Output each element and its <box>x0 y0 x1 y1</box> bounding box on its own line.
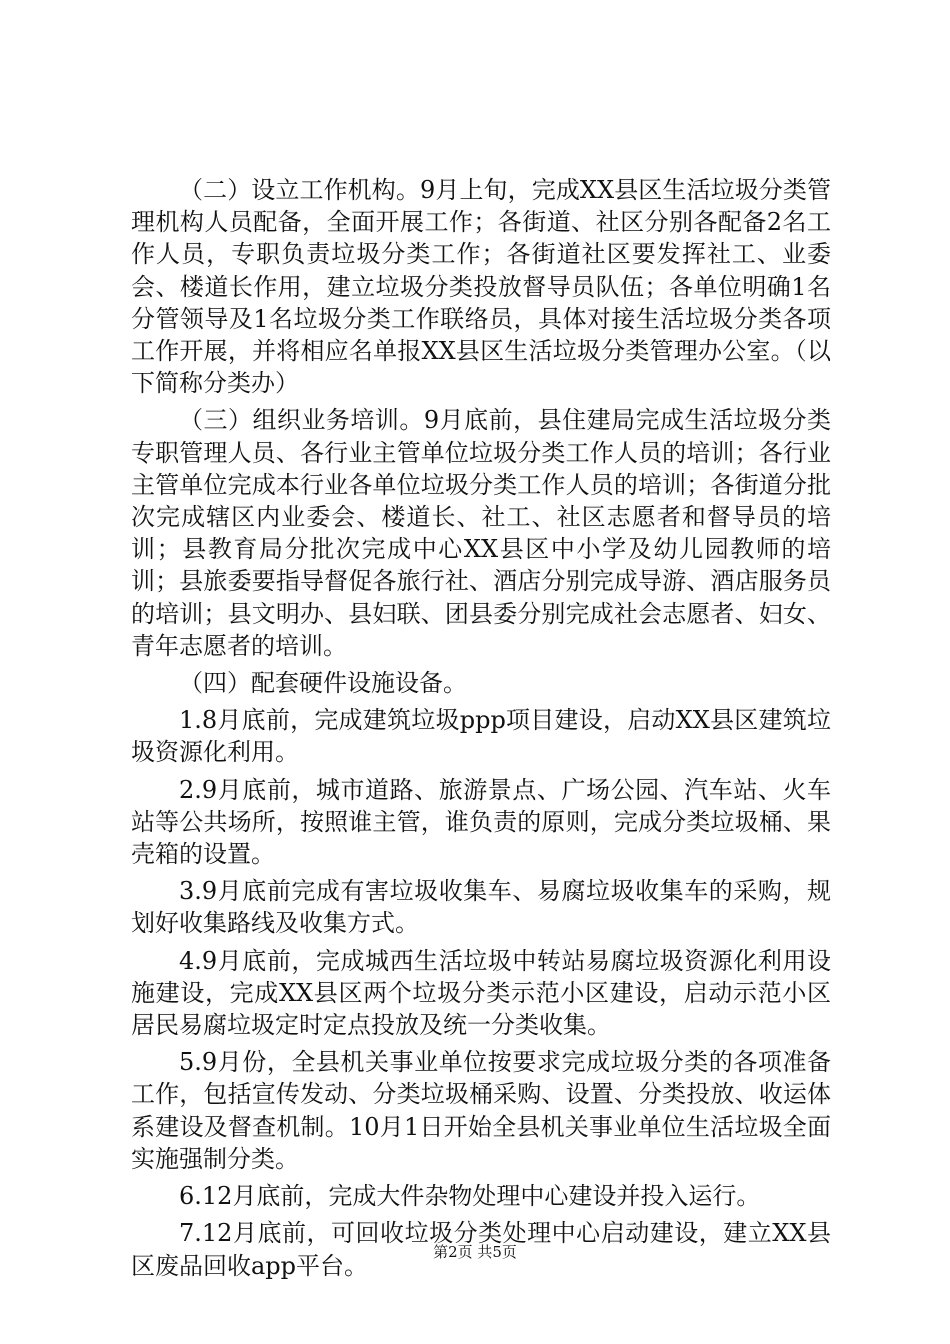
paragraph-item-4: 4.9月底前，完成城西生活垃圾中转站易腐垃圾资源化利用设施建设，完成XX县区两个垃圾分类示范小区建设，启动示范小区居民易腐垃圾定时定点投放及统一分类收集。 <box>131 946 831 1040</box>
paragraph-item-5: 5.9月份，全县机关事业单位按要求完成垃圾分类的各项准备工作，包括宣传发动、分类垃圾桶采购、设置、分类投放、收运体系建设及督查机制。10月1日开始全县机关事业单位生活垃圾全面实施强制分类。 <box>131 1048 831 1173</box>
paragraph-item-2: 2.9月底前，城市道路、旅游景点、广场公园、汽车站、火车站等公共场所，按照谁主管，谁负责的原则，完成分类垃圾桶、果壳箱的设置。 <box>131 775 831 869</box>
paragraph-item-1: 1.8月底前，完成建筑垃圾ppp项目建设，启动XX县区建筑垃圾资源化利用。 <box>131 706 831 767</box>
page-number-footer: 第2页 共5页 <box>433 1243 517 1261</box>
paragraph-item-7: 7.12月底前，可回收垃圾分类处理中心启动建设，建立XX县区废品回收app平台。 <box>131 1219 831 1280</box>
document-body <box>131 174 831 1282</box>
paragraph-item-3: 3.9月底前完成有害垃圾收集车、易腐垃圾收集车的采购，规划好收集路线及收集方式。 <box>131 877 831 938</box>
paragraph-hardware-heading: （四）配套硬件设施设备。 <box>179 669 467 698</box>
paragraph-training: （三）组织业务培训。9月底前，县住建局完成生活垃圾分类专职管理人员、各行业主管单位垃圾分类工作人员的培训；各行业主管单位完成本行业各单位垃圾分类工作人员的培训；各街道分批次完成辖区内业委会、楼道长、社工、社区志愿者和督导员的培训；县教育局分批次完成中心XX县区中小学及幼儿园教师的培训；县旅委要指导督促各旅行社、酒店分别完成导游、酒店服务员的培训；县文明办、县妇联、团县委分别完成社会志愿者、妇女、青年志愿者的培训。 <box>131 406 831 660</box>
paragraph-item-6: 6.12月底前，完成大件杂物处理中心建设并投入运行。 <box>179 1182 761 1211</box>
paragraph-setup-organization: （二）设立工作机构。9月上旬，完成XX县区生活垃圾分类管理机构人员配备，全面开展工作；各街道、社区分别各配备2名工作人员，专职负责垃圾分类工作；各街道社区要发挥社工、业委会、楼道长作用，建立垃圾分类投放督导员队伍；各单位明确1名分管领导及1名垃圾分类工作联络员，具体对接生活垃圾分类各项工作开展，并将相应名单报XX县区生活垃圾分类管理办公室。（以下简称分类办） <box>131 176 831 398</box>
